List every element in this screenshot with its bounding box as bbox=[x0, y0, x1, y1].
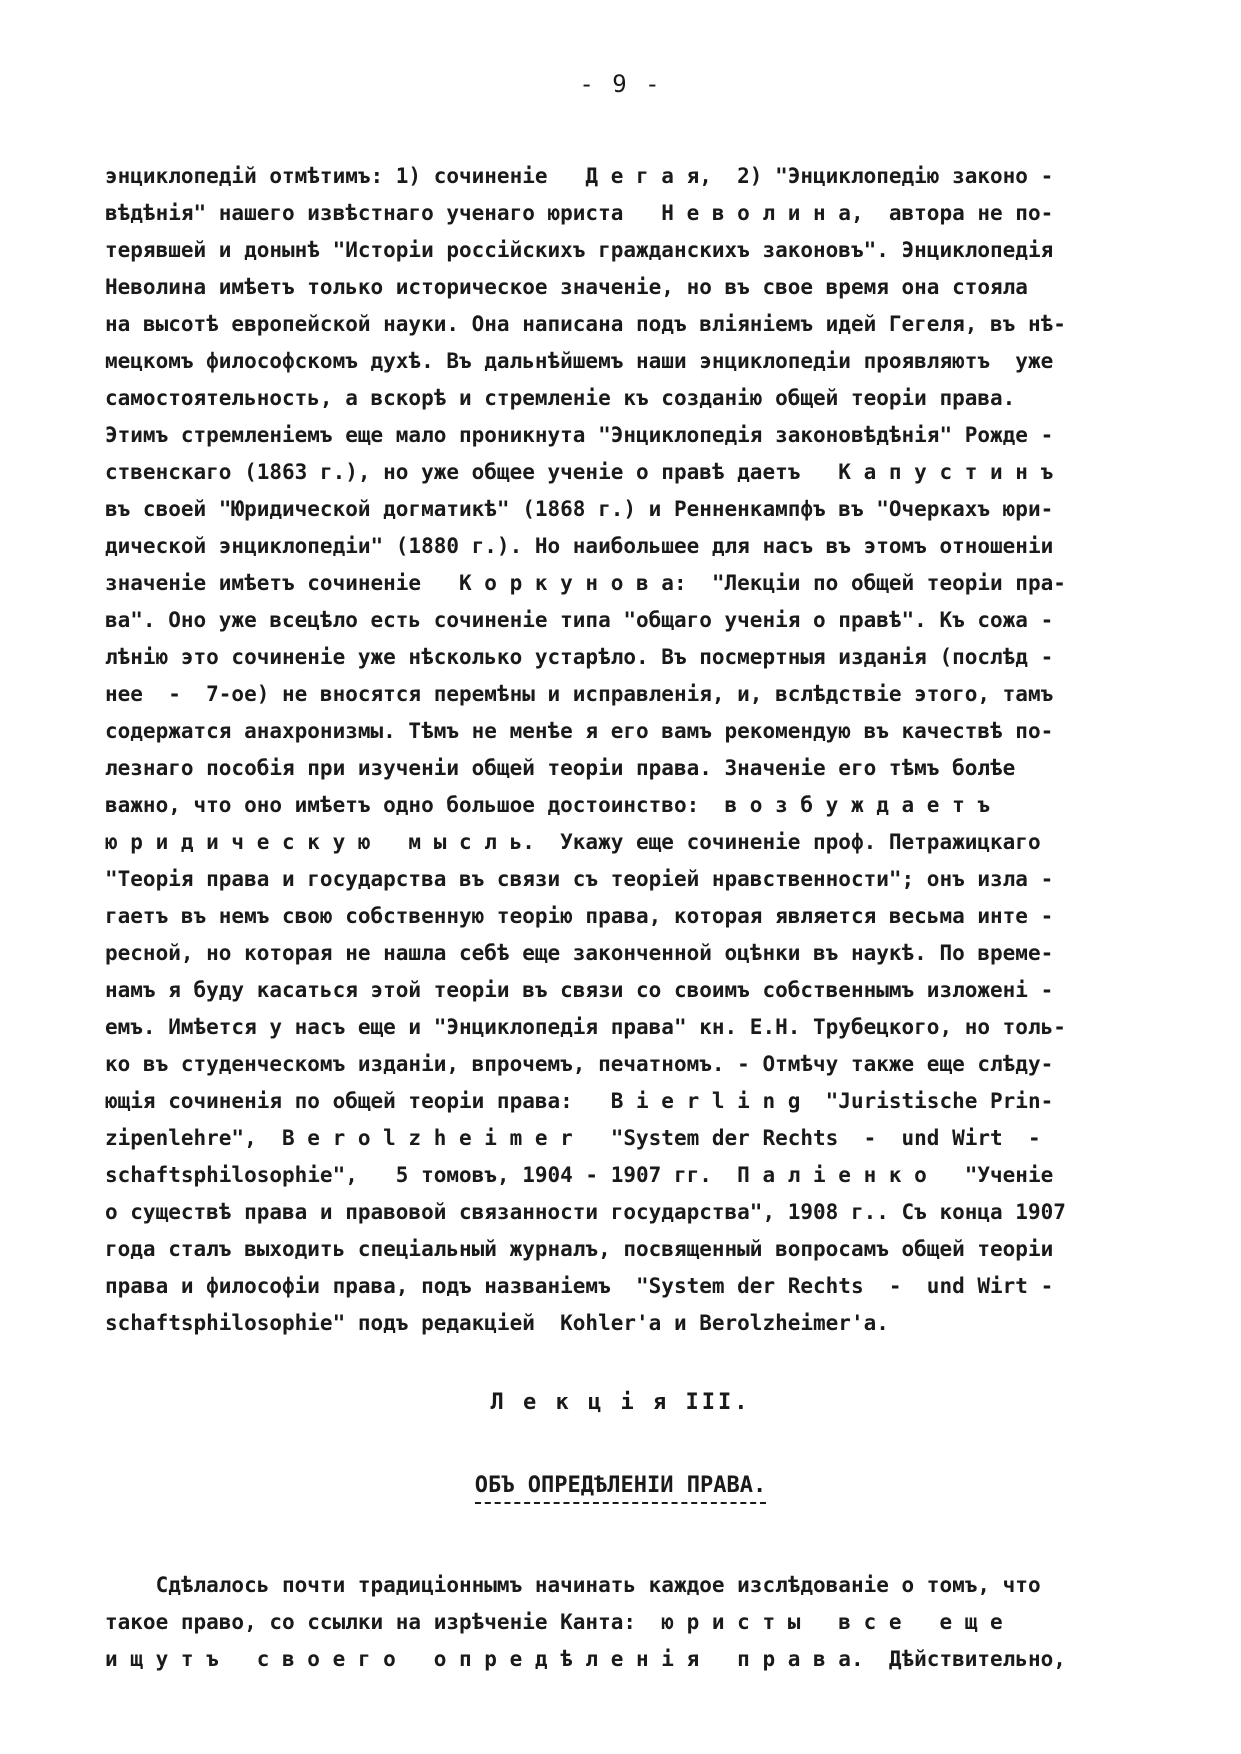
text-line: Этимъ стремленіемъ еще мало проникнута "Энциклопедія законовѣдѣнія" Рожде - bbox=[105, 423, 1054, 447]
text-line: терявшей и донынѣ "Исторіи россійскихъ гражданскихъ законовъ". Энциклопедія bbox=[105, 238, 1054, 262]
text-line: дической энциклопедіи" (1880 г.). Но наибольшее для насъ въ этомъ отношеніи bbox=[105, 534, 1054, 558]
text-line: "Теорія права и государства въ связи съ теоріей нравственности"; онъ изла - bbox=[105, 867, 1054, 891]
text-line: Сдѣлалось почти традиціоннымъ начинать каждое изслѣдованіе о томъ, что bbox=[105, 1573, 1041, 1597]
lecture-heading: Л е к ц і я III. bbox=[490, 1390, 751, 1415]
text-line: нее - 7-ое) не вносятся перемѣны и исправленія, и, вслѣдствіе этого, тамъ bbox=[105, 682, 1054, 706]
text-line: намъ я буду касаться этой теоріи въ связи со своимъ собственнымъ изложені - bbox=[105, 978, 1054, 1002]
body-paragraph bbox=[105, 158, 1145, 1342]
text-line: гаетъ въ немъ свою собственную теорію права, которая является весьма инте - bbox=[105, 904, 1054, 928]
text-line: значеніе имѣетъ сочиненіе К о р к у н о в а: "Лекціи по общей теоріи пра- bbox=[105, 571, 1066, 595]
text-line: важно, что оно имѣетъ одно большое достоинство: в о з б у ж д а е т ъ bbox=[105, 793, 991, 817]
page-number: - 9 - bbox=[579, 70, 662, 98]
text-line: ственскаго (1863 г.), но уже общее ученіе о правѣ даетъ К а п у с т и н ъ bbox=[105, 460, 1054, 484]
text-line: мецкомъ философскомъ духѣ. Въ дальнѣйшемъ наши энциклопедіи проявляютъ уже bbox=[105, 349, 1054, 373]
text-line: лезнаго пособія при изученіи общей теоріи права. Значеніе его тѣмъ болѣе bbox=[105, 756, 1016, 780]
text-line: и щ у т ъ с в о е г о о п р е д ѣ л е н і я п р а в а. Дѣйствительно, bbox=[105, 1647, 1066, 1671]
text-line: schaftsphilosophie" подъ редакціей Kohler'a и Berolzheimer'a. bbox=[105, 1311, 889, 1335]
closing-paragraph bbox=[105, 1567, 1145, 1678]
text-line: такое право, со ссылки на изрѣченіе Канта: ю р и с т ы в с е е щ е bbox=[105, 1610, 1003, 1634]
text-line: schaftsphilosophie", 5 томовъ, 1904 - 1907 гг. П а л і е н к о "Ученіе bbox=[105, 1163, 1054, 1187]
text-line: ресной, но которая не нашла себѣ еще законченной оцѣнки въ наукѣ. По време- bbox=[105, 941, 1054, 965]
text-line: ва". Оно уже всецѣло есть сочиненіе типа "общаго ученія о правѣ". Къ сожа - bbox=[105, 608, 1054, 632]
text-line: емъ. Имѣется у насъ еще и "Энциклопедія права" кн. Е.Н. Трубецкого, но толь- bbox=[105, 1015, 1066, 1039]
text-line: лѣнію это сочиненіе уже нѣсколько устарѣло. Въ посмертныя изданія (послѣд - bbox=[105, 645, 1054, 669]
text-line: zipenlehre", B e r o l z h e i m e r "System der Rechts - und Wirt - bbox=[105, 1126, 1041, 1150]
lecture-title: ОБЪ ОПРЕДѢЛЕНІИ ПРАВА. bbox=[475, 1473, 766, 1504]
text-line: на высотѣ европейской науки. Она написана подъ вліяніемъ идей Гегеля, въ нѣ- bbox=[105, 312, 1066, 336]
text-line: Неволина имѣетъ только историческое значеніе, но въ свое время она стояла bbox=[105, 275, 1028, 299]
text-line: права и философіи права, подъ названіемъ "System der Rechts - und Wirt - bbox=[105, 1274, 1054, 1298]
text-line: самостоятельность, а вскорѣ и стремленіе къ созданію общей теоріи права. bbox=[105, 386, 1016, 410]
text-line: ко въ студенческомъ изданіи, впрочемъ, печатномъ. - Отмѣчу также еще слѣду- bbox=[105, 1052, 1054, 1076]
lecture-title-wrapper bbox=[0, 1473, 1241, 1504]
text-line: года сталъ выходить спеціальный журналъ, посвященный вопросамъ общей теоріи bbox=[105, 1237, 1054, 1261]
text-line: въ своей "Юридической догматикѣ" (1868 г.) и Ренненкампфъ въ "Очеркахъ юри- bbox=[105, 497, 1054, 521]
text-line: ющія сочиненія по общей теоріи права: B i e r l i n g "Juristische Prin- bbox=[105, 1089, 1054, 1113]
text-line: ю р и д и ч е с к у ю м ы с л ь. Укажу еще сочиненіе проф. Петражицкаго bbox=[105, 830, 1041, 854]
text-line: о существѣ права и правовой связанности государства", 1908 г.. Съ конца 1907 bbox=[105, 1200, 1066, 1224]
text-line: содержатся анахронизмы. Тѣмъ не менѣе я его вамъ рекомендую въ качествѣ по- bbox=[105, 719, 1054, 743]
text-line: вѣдѣнія" нашего извѣстнаго ученаго юриста Н е в о л и н а, автора не по- bbox=[105, 201, 1054, 225]
text-line: энциклопедій отмѣтимъ: 1) сочиненіе Д е г а я, 2) "Энциклопедію законо - bbox=[105, 164, 1054, 188]
